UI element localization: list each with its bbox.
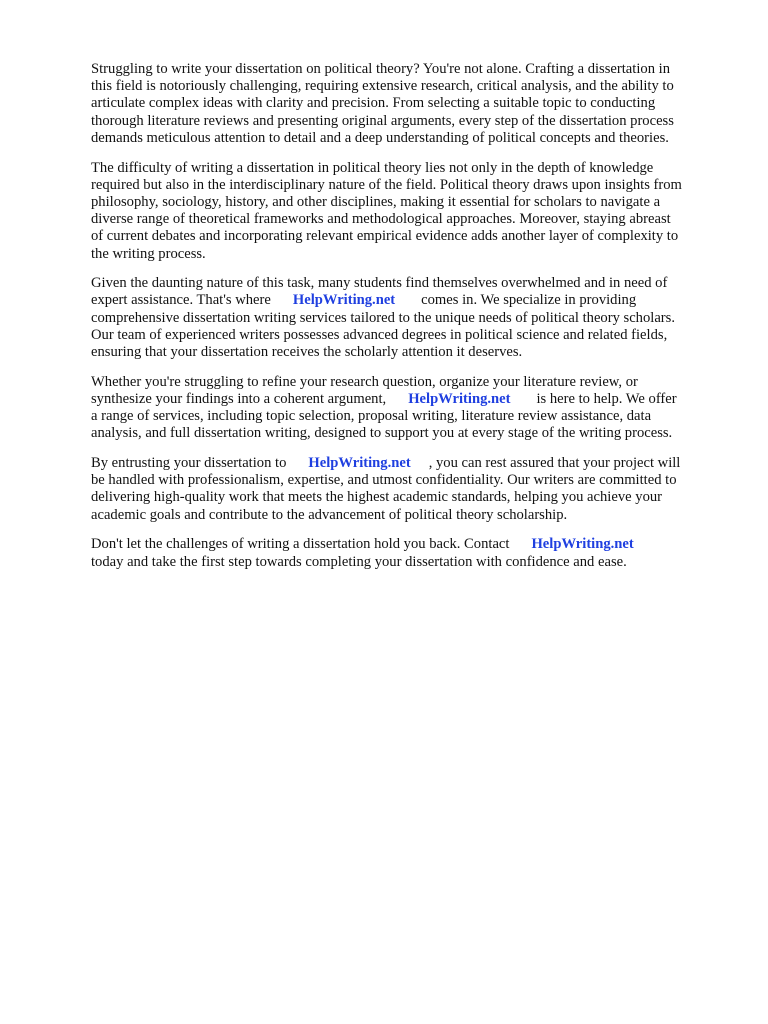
text-line: required but also in the interdisciplinary nature of the field. Political theory draws upon insights from	[91, 176, 682, 193]
text-line: Struggling to write your dissertation on political theory? You're not alone. Crafting a dissertation in	[91, 61, 670, 77]
paragraph-intro	[91, 61, 721, 147]
text-line: this field is notoriously challenging, requiring extensive research, critical analysis, and the ability to	[91, 78, 674, 95]
text-segment: Don't let the challenges of writing a dissertation hold you back. Contact	[91, 536, 510, 553]
helpwriting-link[interactable]: HelpWriting.net	[292, 292, 396, 309]
text-line: analysis, and full dissertation writing, designed to support you at every stage of the writing process.	[91, 425, 673, 442]
text-line: articulate complex ideas with clarity and precision. From selecting a suitable topic to conducting	[91, 95, 656, 112]
text-line: Given the daunting nature of this task, many students find themselves overwhelmed and in need of	[91, 275, 668, 292]
paragraph-entrust	[91, 455, 721, 524]
text-line: diverse range of theoretical frameworks and methodological approaches. Moreover, staying abreast	[91, 211, 671, 228]
text-line	[91, 292, 721, 309]
helpwriting-link[interactable]: HelpWriting.net	[531, 536, 634, 553]
text-line: a range of services, including topic selection, proposal writing, literature review assistance, data	[91, 408, 652, 425]
paragraph-assistance	[91, 275, 721, 361]
text-line	[91, 455, 721, 472]
helpwriting-link[interactable]: HelpWriting.net	[408, 390, 511, 407]
text-line: philosophy, sociology, history, and other disciplines, making it essential for scholars to navigate a	[91, 193, 661, 210]
text-segment: is here to help. We offer	[536, 390, 677, 407]
text-line: Whether you're struggling to refine your research question, organize your literature review, or	[91, 373, 638, 390]
text-line: academic goals and contribute to the advancement of political theory scholarship.	[91, 506, 568, 523]
text-segment: expert assistance. That's where	[91, 292, 271, 309]
text-line: demands meticulous attention to detail and a deep understanding of political concepts and theories.	[91, 129, 669, 146]
paragraph-contact	[91, 536, 721, 570]
text-line: today and take the first step towards completing your dissertation with confidence and ease.	[91, 553, 627, 570]
text-line: ensuring that your dissertation receives the scholarly attention it deserves.	[91, 344, 523, 361]
text-line: the writing process.	[91, 245, 206, 262]
text-segment: synthesize your findings into a coherent argument,	[91, 390, 387, 407]
text-line: Our team of experienced writers possesses advanced degrees in political science and related fields,	[91, 326, 668, 343]
text-segment: By entrusting your dissertation to	[91, 455, 287, 472]
text-line: delivering high-quality work that meets the highest academic standards, helping you achieve your	[91, 489, 663, 506]
text-segment: comes in. We specialize in providing	[421, 292, 637, 309]
document-body	[91, 61, 721, 583]
paragraph-difficulty	[91, 160, 721, 263]
text-line: The difficulty of writing a dissertation in political theory lies not only in the depth of knowledge	[91, 159, 654, 176]
text-line	[91, 536, 721, 553]
text-line: of current debates and incorporating relevant empirical evidence adds another layer of complexity to	[91, 228, 679, 245]
helpwriting-link[interactable]: HelpWriting.net	[308, 455, 411, 472]
text-line	[91, 391, 721, 408]
text-line: be handled with professionalism, expertise, and utmost confidentiality. Our writers are committed to	[91, 472, 677, 489]
paragraph-services	[91, 374, 721, 443]
text-line: comprehensive dissertation writing services tailored to the unique needs of political theory scholars.	[91, 309, 675, 326]
text-line: thorough literature reviews and presenting original arguments, every step of the dissertation process	[91, 112, 674, 129]
text-segment: , you can rest assured that your project will	[428, 455, 681, 472]
